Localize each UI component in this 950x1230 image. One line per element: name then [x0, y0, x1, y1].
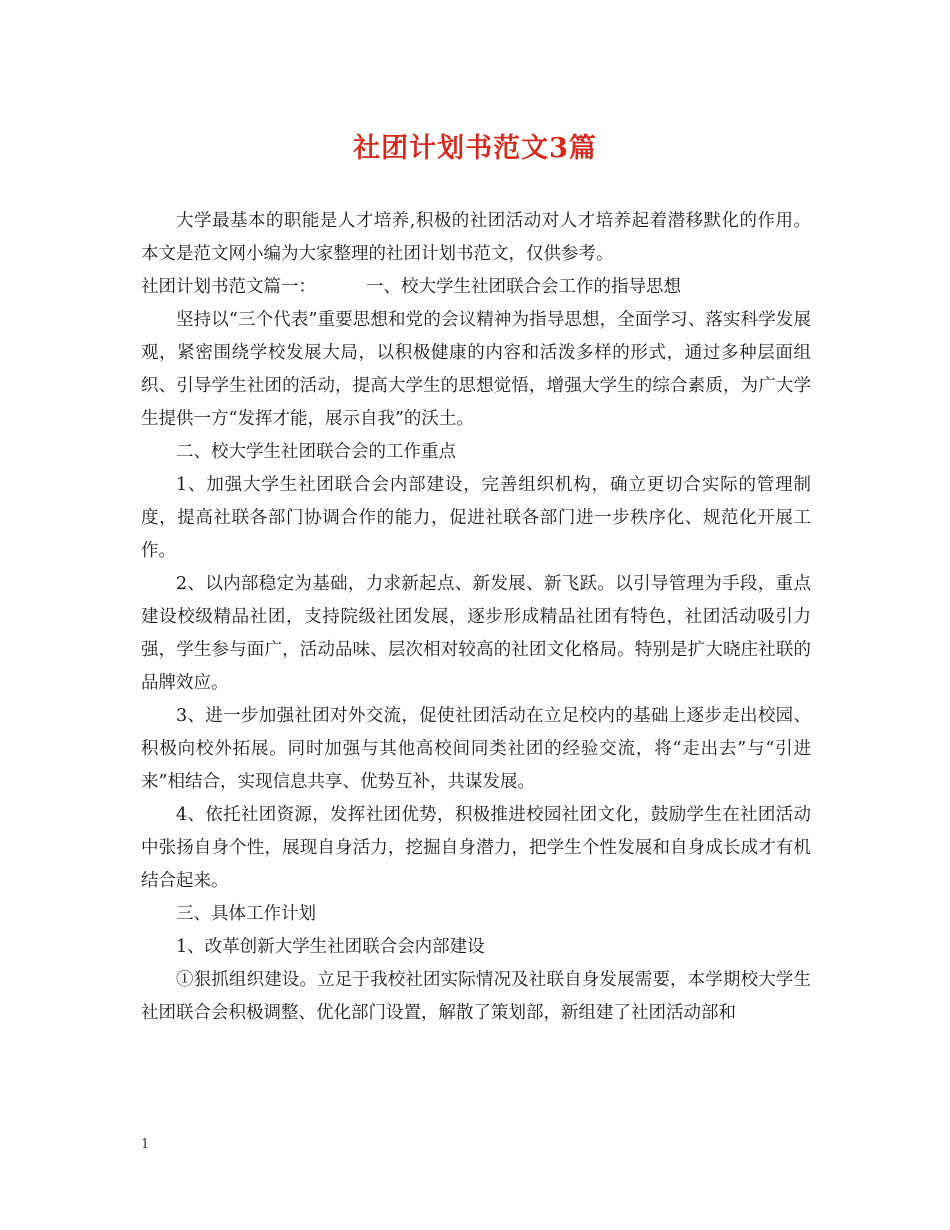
section-heading: 一、校大学生社团联合会工作的指导思想	[366, 277, 681, 297]
page-number: 1	[141, 1137, 150, 1152]
paragraph-focus-3: 3、进一步加强社团对外交流，促使社团活动在立足校内的基础上逐步走出校园、积极向校外拓展。同时加强与其他高校间同类社团的经验交流，将“走出去”与“引进来”相结合，实现信息共享、优势互补，共谋发展。	[141, 706, 811, 792]
heading-work-plan: 三、具体工作计划	[176, 904, 316, 924]
page-title: 社团计划书范文3篇	[353, 133, 597, 164]
heading-work-focus: 二、校大学生社团联合会的工作重点	[176, 442, 456, 462]
heading-plan-1: 1、改革创新大学生社团联合会内部建设	[176, 937, 485, 957]
paragraph-focus-4: 4、依托社团资源，发挥社团优势，积极推进校园社团文化，鼓励学生在社团活动中张扬自身个性，展现自身活力，挖掘自身潜力，把学生个性发展和自身成长成才有机结合起来。	[141, 805, 811, 891]
paragraph-intro: 大学最基本的职能是人才培养,积极的社团活动对人才培养起着潜移默化的作用。本文是范文网小编为大家整理的社团计划书范文，仅供参考。	[141, 211, 811, 264]
paragraph-guiding-thought: 坚持以“三个代表”重要思想和党的会议精神为指导思想，全面学习、落实科学发展观，紧密围绕学校发展大局，以积极健康的内容和活泼多样的形式，通过多种层面组织、引导学生社团的活动，提高大学生的思想觉悟，增强大学生的综合素质，为广大学生提供一方“发挥才能，展示自我”的沃土。	[141, 310, 811, 429]
document-body	[141, 205, 811, 1030]
section-heading-line	[141, 271, 811, 304]
section-label: 社团计划书范文篇一：	[141, 277, 316, 297]
paragraph-focus-2: 2、以内部稳定为基础，力求新起点、新发展、新飞跃。以引导管理为手段，重点建设校级精品社团，支持院级社团发展，逐步形成精品社团有特色，社团活动吸引力强，学生参与面广，活动品味、层次相对较高的社团文化格局。特别是扩大晓庄社联的品牌效应。	[141, 574, 811, 693]
paragraph-focus-1: 1、加强大学生社团联合会内部建设，完善组织机构，确立更切合实际的管理制度，提高社联各部门协调合作的能力，促进社联各部门进一步秩序化、规范化开展工作。	[141, 475, 811, 561]
paragraph-plan-1a: ①狠抓组织建设。立足于我校社团实际情况及社联自身发展需要，本学期校大学生社团联合会积极调整、优化部门设置，解散了策划部，新组建了社团活动部和	[141, 970, 811, 1023]
